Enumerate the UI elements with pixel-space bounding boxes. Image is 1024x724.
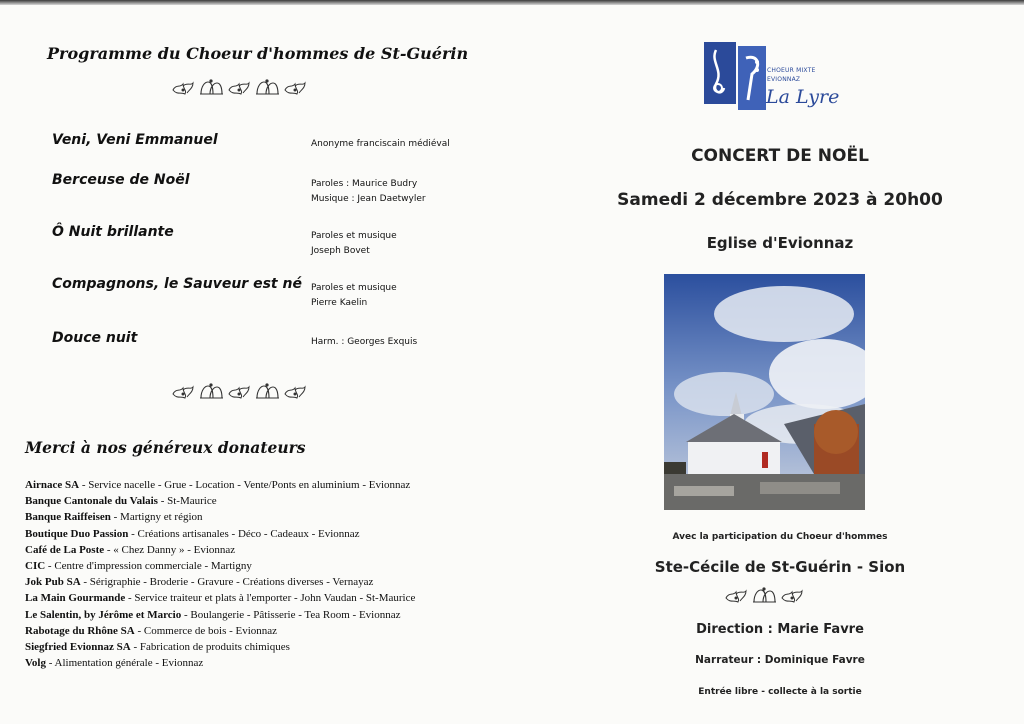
logo-line-2: EVIONNAZ xyxy=(767,76,801,83)
narrator-text: Narrateur : Dominique Favre xyxy=(695,654,865,666)
donor-item xyxy=(25,607,495,623)
holly-icon xyxy=(227,78,251,98)
donor-name: La Main Gourmande xyxy=(25,592,126,605)
song-credit-line: Joseph Bovet xyxy=(311,246,370,256)
concert-title: CONCERT DE NOËL xyxy=(691,146,869,166)
holly-bells-ornament-top xyxy=(171,78,307,98)
donor-description: - Martigny et région xyxy=(110,511,203,524)
donor-item xyxy=(25,558,495,574)
song-title: Douce nuit xyxy=(52,330,138,346)
donor-list xyxy=(25,477,495,671)
song-credit-line: Paroles et musique xyxy=(311,283,397,293)
donor-description: - « Chez Danny » - Evionnaz xyxy=(104,543,236,556)
song-credit-line: Anonyme franciscain médiéval xyxy=(311,139,450,149)
song-title: Veni, Veni Emmanuel xyxy=(52,132,218,148)
program-title: Programme du Choeur d'hommes de St-Guérin xyxy=(47,44,469,63)
song-credits xyxy=(311,281,397,311)
holly-icon xyxy=(724,586,748,606)
bells-icon xyxy=(197,78,225,98)
song-credit-line: Musique : Jean Daetwyler xyxy=(311,194,426,204)
bells-icon xyxy=(253,78,281,98)
donor-item xyxy=(25,574,495,590)
bells-icon xyxy=(253,382,281,402)
donor-item xyxy=(25,526,495,542)
holly-bells-ornament-right xyxy=(724,586,804,606)
holly-icon xyxy=(227,382,251,402)
song-credits xyxy=(311,177,426,207)
thanks-title: Merci à nos généreux donateurs xyxy=(25,438,306,457)
donor-item xyxy=(25,477,495,493)
song-title: Compagnons, le Sauveur est né xyxy=(52,276,302,292)
song-credits xyxy=(311,137,450,152)
concert-date: Samedi 2 décembre 2023 à 20h00 xyxy=(617,190,943,210)
guest-choir: Ste-Cécile de St-Guérin - Sion xyxy=(654,558,906,576)
entry-text: Entrée libre - collecte à la sortie xyxy=(698,687,862,697)
donor-name: CIC xyxy=(25,559,46,572)
donor-description: - Fabrication de produits chimiques xyxy=(130,640,290,653)
donor-description: - Alimentation générale - Evionnaz xyxy=(46,657,204,670)
song-credits xyxy=(311,335,417,350)
donor-description: - Boulangerie - Pâtisserie - Tea Room - Evionnaz xyxy=(181,608,401,621)
holly-bells-ornament-bottom xyxy=(171,382,307,402)
direction-text: Direction : Marie Favre xyxy=(696,622,864,637)
participation-text: Avec la participation du Choeur d'hommes xyxy=(672,532,888,542)
holly-icon xyxy=(171,382,195,402)
song-credits xyxy=(311,229,397,259)
donor-item xyxy=(25,493,495,509)
logo-name: La Lyre xyxy=(766,86,840,108)
scan-edge xyxy=(0,0,1024,5)
holly-icon xyxy=(283,78,307,98)
song-credit-line: Paroles : Maurice Budry xyxy=(311,179,418,189)
donor-name: Le Salentin, by Jérôme et Marcio xyxy=(25,608,182,621)
song-title: Ô Nuit brillante xyxy=(52,224,174,240)
donor-name: Siegfried Evionnaz SA xyxy=(25,640,131,653)
concert-venue: Eglise d'Evionnaz xyxy=(706,234,854,252)
holly-icon xyxy=(780,586,804,606)
donor-item xyxy=(25,590,495,606)
donor-item xyxy=(25,542,495,558)
church-photo-icon xyxy=(664,274,865,510)
donor-description: - Centre d'impression commerciale - Martigny xyxy=(45,559,252,572)
donor-description: - St-Maurice xyxy=(157,495,217,508)
donor-name: Jok Pub SA xyxy=(25,576,81,589)
song-credit-line: Paroles et musique xyxy=(311,231,397,241)
holly-icon xyxy=(283,382,307,402)
song-credit-line: Pierre Kaelin xyxy=(311,298,368,308)
donor-item xyxy=(25,639,495,655)
donor-description: - Service nacelle - Grue - Location - Vente/Ponts en aluminium - Evionnaz xyxy=(79,479,411,491)
donor-name: Boutique Duo Passion xyxy=(25,527,129,540)
donor-description: - Commerce de bois - Evionnaz xyxy=(134,624,278,637)
donor-name: Café de La Poste xyxy=(25,543,105,556)
bells-icon xyxy=(750,586,778,606)
donor-item xyxy=(25,623,495,639)
donor-name: Banque Raiffeisen xyxy=(25,511,111,524)
donor-description: - Sérigraphie - Broderie - Gravure - Créations diverses - Vernayaz xyxy=(80,576,374,589)
holly-icon xyxy=(171,78,195,98)
song-credit-line: Harm. : Georges Exquis xyxy=(311,337,418,347)
donor-description: - Créations artisanales - Déco - Cadeaux - Evionnaz xyxy=(128,527,360,540)
song-title: Berceuse de Noël xyxy=(52,172,190,188)
donor-name: Airnace SA xyxy=(25,479,80,491)
donor-name: Rabotage du Rhône SA xyxy=(25,624,135,637)
donor-item xyxy=(25,655,495,671)
donor-name: Volg xyxy=(25,657,46,670)
logo-text xyxy=(767,66,816,84)
logo-line-1: CHOEUR MIXTE xyxy=(767,67,816,74)
donor-description: - Service traiteur et plats à l'emporter - John Vaudan - St-Maurice xyxy=(125,592,416,605)
donor-item xyxy=(25,509,495,525)
bells-icon xyxy=(197,382,225,402)
donor-name: Banque Cantonale du Valais xyxy=(25,495,158,508)
